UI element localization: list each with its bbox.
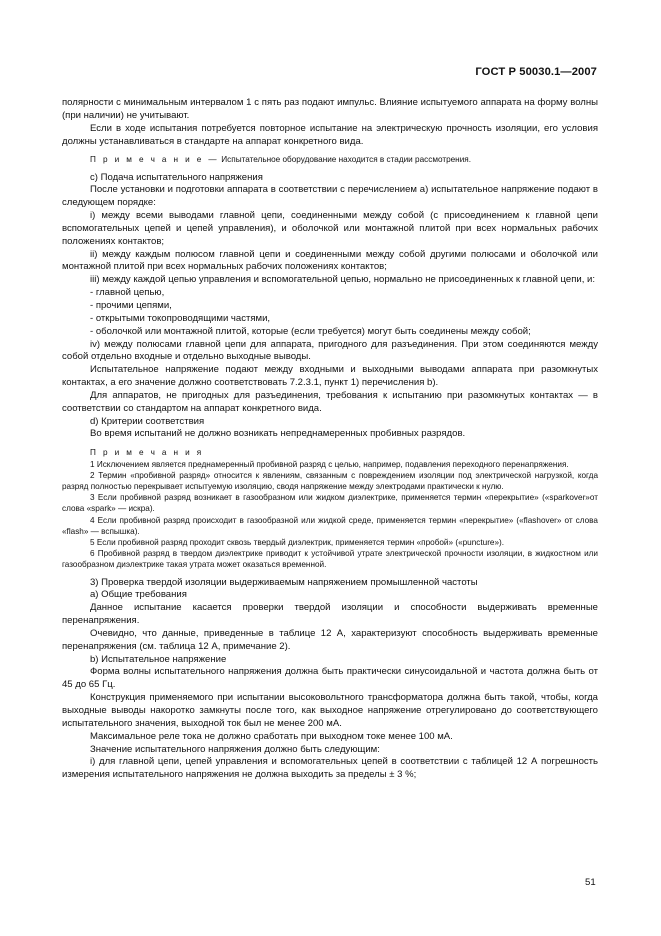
note-item: 1 Исключением является преднамеренный пробивной разряд с целью, например, подавления переходного перенапряжения.	[90, 459, 569, 469]
notes-block	[62, 447, 598, 570]
list-item: - главной цепью,	[90, 287, 165, 299]
paragraph: Испытательное напряжение подают между входными и выходными выводами аппарата при разомкнутых контактах, а его значение должно соответствовать 7.2.3.1, пункт 1) перечисления b).	[62, 364, 598, 389]
paragraph: Значение испытательного напряжения должно быть следующим:	[90, 743, 380, 755]
paragraph: Форма волны испытательного напряжения должна быть практически синусоидальной и частота должна быть от 45 до 65 Гц.	[62, 666, 598, 691]
note-item: 3 Если пробивной разряд возникает в газообразном или жидком диэлектрике, применяется термин «перекрытие» («sparkover»от слова «spark» — искра).	[62, 493, 598, 514]
subsection-heading: а) Общие требования	[90, 589, 187, 601]
paragraph: Конструкция применяемого при испытании высоковольтного трансформатора должна быть такой, чтобы, когда выходные выводы накоротко замкнуты после того, как выходное напряжение отрегулировано до соответствующего испытательного значения, выходной ток был не менее 200 мА.	[62, 692, 598, 729]
list-item: ii) между каждым полюсом главной цепи и соединенными между собой другими полюсами и оболочкой или монтажной плитой при всех нормальных рабочих положениях контактов;	[62, 248, 598, 273]
subsection-heading: b) Испытательное напряжение	[90, 653, 227, 665]
subsection-heading: c) Подача испытательного напряжения	[90, 171, 263, 183]
note-label: П р и м е ч а н и е —	[90, 155, 219, 165]
list-item: - прочими цепями,	[90, 300, 172, 312]
note-item: 4 Если пробивной разряд происходит в газообразной или жидкой среде, применяется термин «перекрытие» («flashover» от слова «flash» — вспышка).	[62, 515, 598, 536]
paragraph: Очевидно, что данные, приведенные в таблице 12 А, характеризуют способность выдерживать временные перенапряжения (см. таблица 12 А, примечание 2).	[62, 627, 598, 652]
page-number: 51	[585, 877, 596, 888]
list-item: - открытыми токопроводящими частями,	[90, 312, 271, 324]
list-item: - оболочкой или монтажной плитой, которые (если требуется) могут быть соединены между собой;	[90, 325, 531, 337]
paragraph: После установки и подготовки аппарата в соответствии с перечислением а) испытательное напряжение подают в следующем порядке:	[62, 184, 598, 209]
note	[62, 154, 598, 165]
list-item: iii) между каждой цепью управления и вспомогательной цепью, нормально не присоединенных к главной цепи, и:	[90, 274, 596, 286]
paragraph: Во время испытаний не должно возникать непреднамеренных пробивных разрядов.	[90, 428, 466, 440]
page-body	[62, 97, 598, 782]
note-text: Испытательное оборудование находится в стадии рассмотрения.	[221, 155, 471, 165]
paragraph: Если в ходе испытания потребуется повторное испытание на электрическую прочность изоляции, его условия должны устанавливаться в стандарте на аппарат конкретного вида.	[62, 122, 598, 147]
paragraph: Данное испытание касается проверки твердой изоляции и способности выдерживать временные перенапряжения.	[62, 602, 598, 627]
notes-heading: П р и м е ч а н и я	[90, 448, 204, 458]
subsection-heading: d) Критерии соответствия	[90, 415, 205, 427]
paragraph: Для аппаратов, не пригодных для разъединения, требования к испытанию при разомкнутых контактах — в соответствии со стандартом на аппарат конкретного вида.	[62, 389, 598, 414]
list-item: i) между всеми выводами главной цепи, соединенными между собой (с присоединением к главной цепи вспомогательных цепей и цепей управления), и оболочкой или монтажной плитой при всех нормальных рабочих положениях контактов;	[62, 210, 598, 247]
note-item: 5 Если пробивной разряд проходит сквозь твердый диэлектрик, применяется термин «пробой» («puncture»).	[90, 537, 505, 547]
section-heading: 3) Проверка твердой изоляции выдерживаемым напряжением промышленной частоты	[90, 576, 478, 588]
list-item: iv) между полюсами главной цепи для аппарата, пригодного для разъединения. При этом соединяются между собой отдельно входные и отдельно выходные выводы.	[62, 338, 598, 363]
paragraph: Максимальное реле тока не должно сработать при выходном токе менее 100 мА.	[90, 730, 453, 742]
standard-code-header: ГОСТ Р 50030.1—2007	[475, 66, 597, 78]
note-item: 6 Пробивной разряд в твердом диэлектрике приводит к устойчивой утрате электрической прочности изоляции, в жидкостном или газообразном диэлектрике такая утрата может оказаться временной.	[62, 549, 598, 570]
note-item: 2 Термин «пробивной разряд» относится к явлениям, связанным с повреждением изоляции под электрической нагрузкой, когда разряд полностью перекрывает испытуемую изоляцию, сводя напряжение между электродами практически к нулю.	[62, 470, 598, 491]
paragraph: полярности с минимальным интервалом 1 с пять раз подают импульс. Влияние испытуемого аппарата на форму волны (при наличии) не учитывают.	[62, 97, 598, 121]
list-item: i) для главной цепи, цепей управления и вспомогательных цепей в соответствии с таблицей 12 А погрешность измерения испытательного напряжения не должна выходить за пределы ± 3 %;	[62, 756, 598, 781]
